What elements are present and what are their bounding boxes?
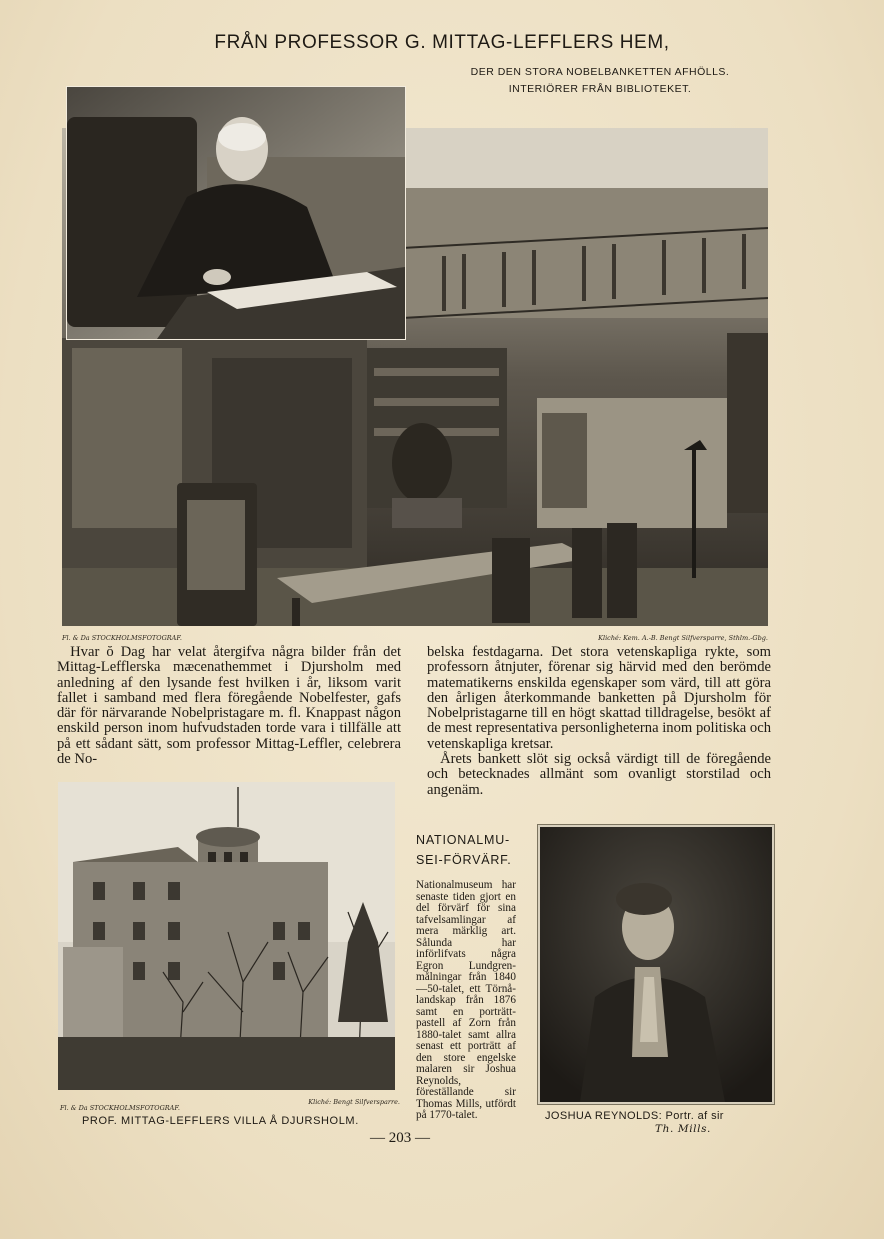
villa-cliche-credit: Kliché: Bengt Silfversparre. [308, 1098, 400, 1106]
article-left-paragraph: Hvar ŏ Dag har velat återgifva några bilder från det Mittag-Lefflerska mæcenathemmet i Djursholm med anledning af den lysande fest hvilken i år, liksom varit fallet i samband med flera föregående Nobelfester, gafs där för närvarande Nobelpristagare m. fl. Knappast någon enskild person inom hufvudstaden torde vara i tillfälle att på ett sådant sätt, som professor Mittag-Leffler, celebrera de No- [57, 644, 401, 768]
sidebar-heading [416, 830, 512, 870]
reynolds-portrait-photo [538, 825, 774, 1104]
subtitle-line-1: DER DEN STORA NOBELBANKETTEN AFHÖLLS. [470, 66, 730, 78]
sidebar-heading-line-2: SEI-FÖRVÄRF. [416, 853, 512, 867]
reynolds-caption-line-2: Th. Mills. [655, 1123, 711, 1135]
page-title: FRÅN PROFESSOR G. MITTAG-LEFFLERS HEM, [214, 32, 670, 53]
article-right-column [427, 645, 771, 798]
article-right-paragraph-1: belska festdagarna. Det stora vetenskapliga rykte, som professorn åtnjuter, förenar sig härvid med den berömde matematikerns enskilda egenskaper som värd, till att göra den årligen återkommande banketten på Djursholm för Nobelpristagarne till en högt skattad tilldragelse, besökt af de mest representativa personligheterna inom politiska och vetenskapliga kretsar. [427, 644, 771, 752]
professor-portrait-photo [66, 86, 406, 340]
professor-at-desk-image [67, 87, 405, 339]
page-number: — 203 — [370, 1130, 430, 1146]
article-left-column [57, 645, 401, 767]
villa-photo-credit: Fl. & Da STOCKHOLMSFOTOGRAF. [60, 1104, 180, 1112]
villa-caption: PROF. MITTAG-LEFFLERS VILLA Å DJURSHOLM. [82, 1115, 359, 1127]
library-photo-credit: Fl. & Da STOCKHOLMSFOTOGRAF. [62, 634, 182, 642]
sir-thomas-mills-portrait-image [540, 827, 772, 1102]
sidebar-heading-line-1: NATIONALMU- [416, 833, 510, 847]
reynolds-caption-line-1: JOSHUA REYNOLDS: Portr. af sir [545, 1110, 724, 1122]
villa-image [58, 782, 395, 1090]
sidebar-text: Nationalmuseum har senaste tiden gjort en del förvärf för sina tafvelsamlingar af mera märklig art. Sålunda har införlifvats några Egron Lundgren-målningar från 1840—50-talet, ett Törnå-landskap från 1876 samt en porträtt-pastell af Zorn från 1880-talet samt allra senast ett porträtt af den store engelske malaren sir Joshua Reynolds, föreställande sir Thomas Mills, utfördt på 1770-talet. [416, 879, 516, 1121]
subtitle-line-2: INTERIÖRER FRÅN BIBLIOTEKET. [508, 83, 692, 95]
library-cliche-credit: Kliché: Kem. A.-B. Bengt Silfversparre, Sthlm.-Gbg. [598, 634, 768, 642]
villa-photo [58, 782, 395, 1090]
page-subtitle [430, 64, 770, 98]
article-right-paragraph-2: Årets bankett slöt sig också värdigt till de föregående och betecknades allmänt som ovanligt storstilad och angenäm. [427, 751, 771, 798]
